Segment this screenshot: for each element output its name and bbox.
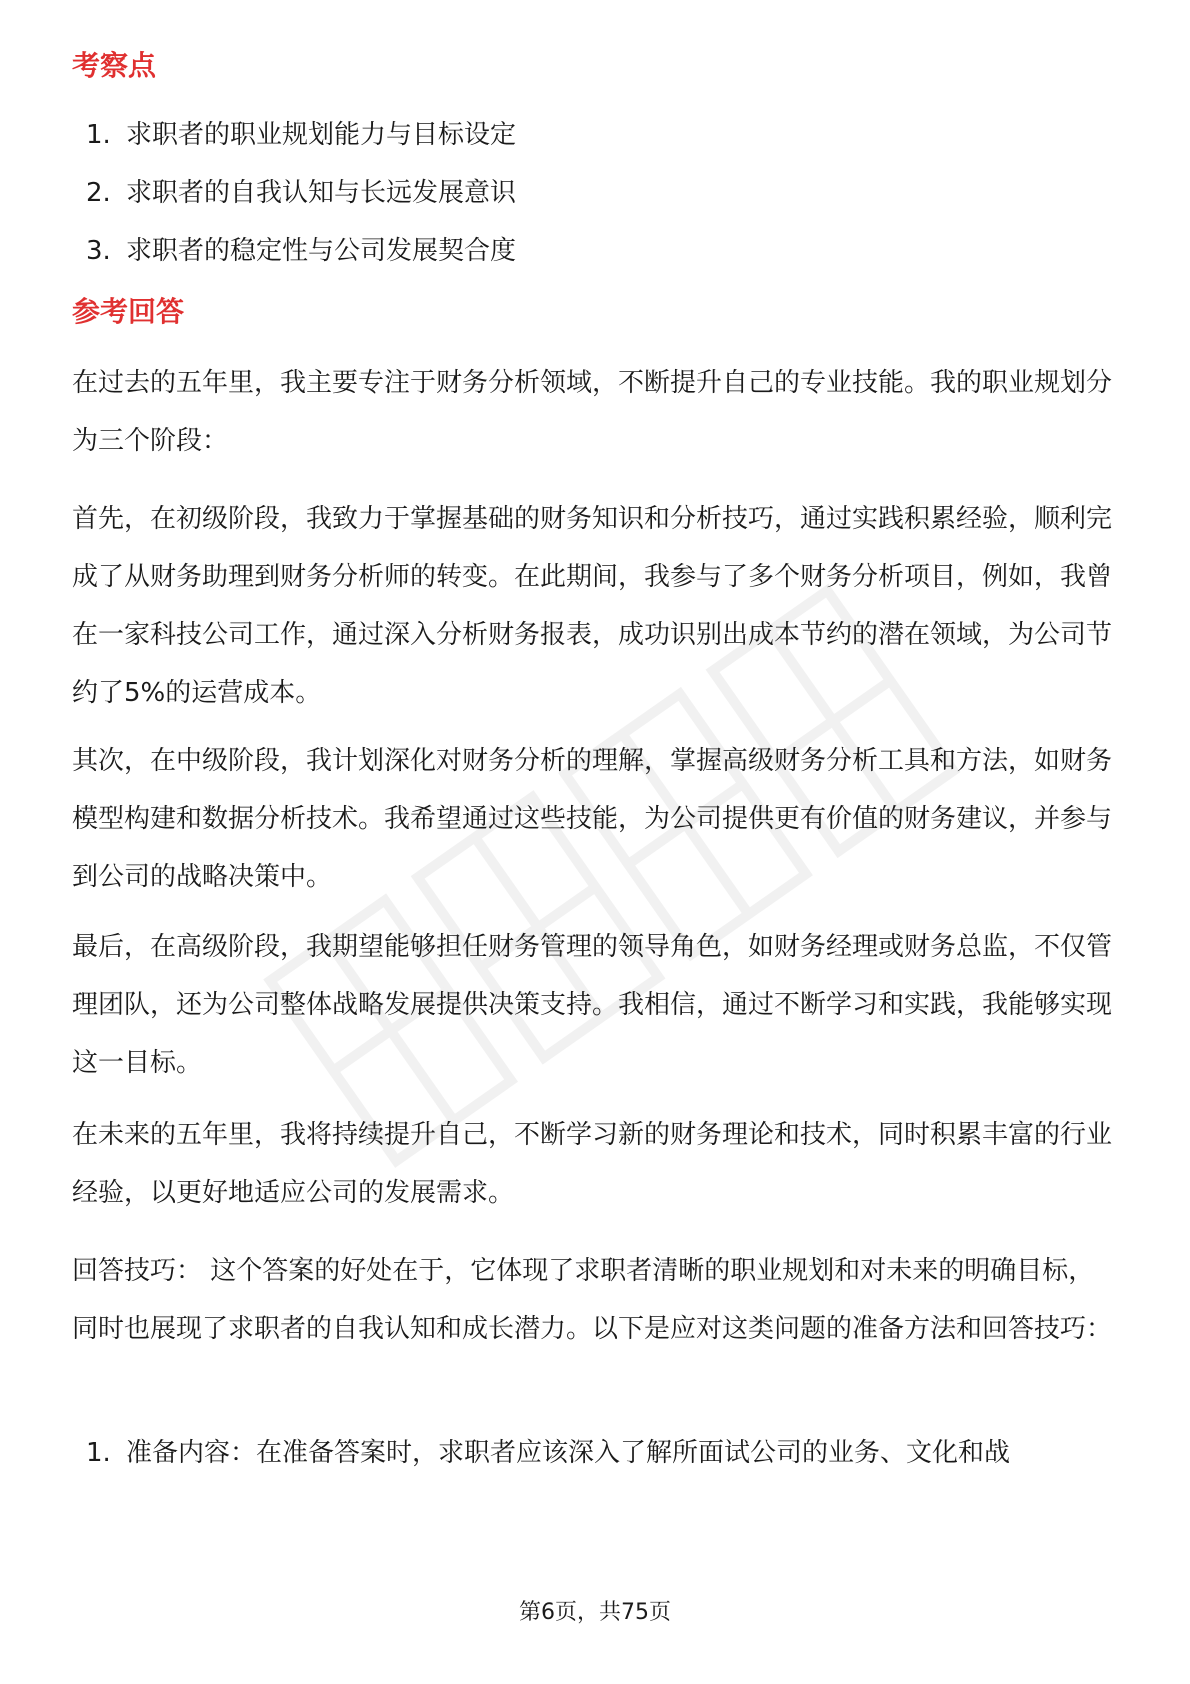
list-text: 求职者的稳定性与公司发展契合度 (126, 236, 517, 266)
paragraph-intro: 在过去的五年里，我主要专注于财务分析领域，不断提升自己的专业技能。我的职业规划分为三个阶段： (72, 368, 1113, 456)
list-text: 求职者的职业规划能力与目标设定 (126, 120, 517, 150)
paragraph-stage-one: 首先，在初级阶段，我致力于掌握基础的财务知识和分析技巧，通过实践积累经验，顺利完成了从财务助理到财务分析师的转变。在此期间，我参与了多个财务分析项目，例如，我曾在一家科技公司工作，通过深入分析财务报表，成功识别出成本节约的潜在领域，为公司节约了5%的运营成本。 (72, 504, 1113, 708)
tips-list (72, 1432, 1118, 1490)
list-item (72, 172, 1118, 230)
list-number: 2. (86, 178, 111, 208)
list-number: 3. (86, 236, 111, 266)
paragraph-tips: 回答技巧： 这个答案的好处在于，它体现了求职者清晰的职业规划和对未来的明确目标，同时也展现了求职者的自我认知和成长潜力。以下是应对这类问题的准备方法和回答技巧： (72, 1256, 1113, 1344)
paragraph-stage-three: 最后，在高级阶段，我期望能够担任财务管理的领导角色，如财务经理或财务总监，不仅管理团队，还为公司整体战略发展提供决策支持。我相信，通过不断学习和实践，我能够实现这一目标。 (72, 932, 1113, 1078)
page-footer: 第6页，共75页 (519, 1600, 671, 1625)
examine-heading: 考察点 (72, 49, 157, 82)
list-text: 求职者的自我认知与长远发展意识 (126, 178, 517, 208)
list-item (72, 114, 1118, 172)
list-text: 准备内容：在准备答案时，求职者应该深入了解所面试公司的业务、文化和战 (126, 1438, 1011, 1468)
examine-list (72, 114, 1118, 288)
answer-heading: 参考回答 (72, 295, 185, 328)
list-item (72, 1432, 1118, 1490)
paragraph-future: 在未来的五年里，我将持续提升自己，不断学习新的财务理论和技术，同时积累丰富的行业经验，以更好地适应公司的发展需求。 (72, 1120, 1113, 1208)
list-item (72, 230, 1118, 288)
list-number: 1. (86, 1438, 111, 1468)
list-number: 1. (86, 120, 111, 150)
paragraph-stage-two: 其次，在中级阶段，我计划深化对财务分析的理解，掌握高级财务分析工具和方法，如财务模型构建和数据分析技术。我希望通过这些技能，为公司提供更有价值的财务建议，并参与到公司的战略决策中。 (72, 746, 1113, 892)
